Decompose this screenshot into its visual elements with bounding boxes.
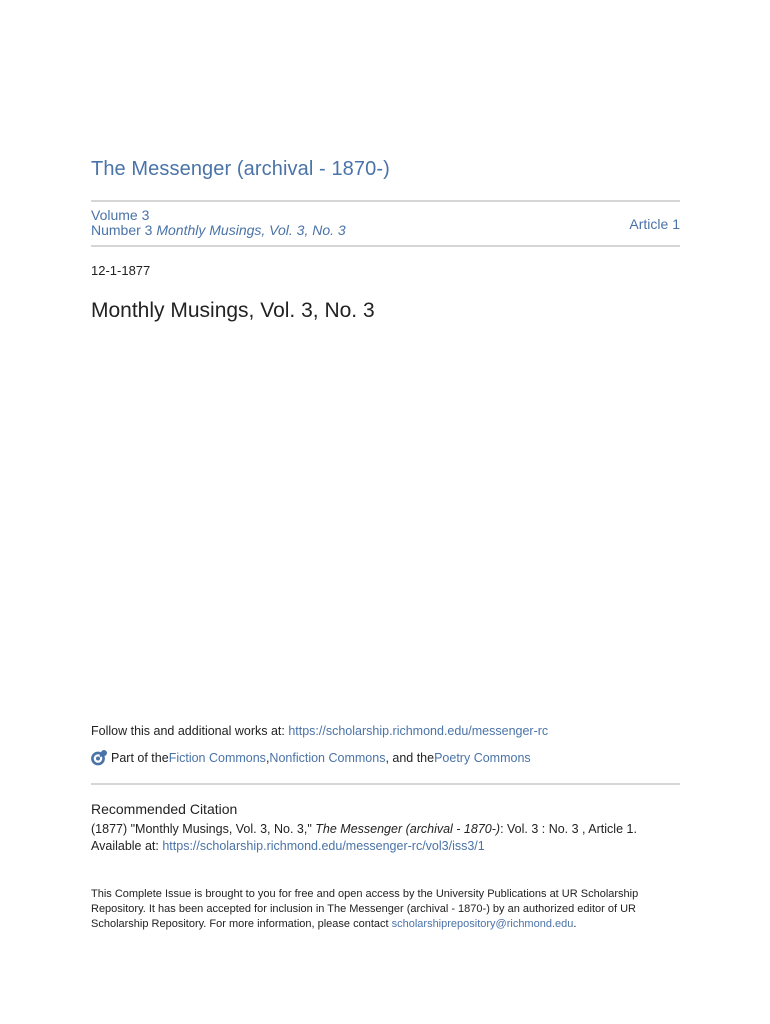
citation-heading: Recommended Citation	[91, 801, 238, 817]
citation-body	[91, 821, 680, 855]
nonfiction-commons-link[interactable]: Nonfiction Commons	[269, 750, 386, 765]
cover-page	[91, 0, 680, 1024]
number-line[interactable]	[91, 223, 346, 238]
number-label: Number 3	[91, 222, 157, 238]
commons-network-icon	[91, 749, 108, 766]
volume-block	[91, 208, 346, 238]
divider-middle	[91, 245, 680, 247]
publication-date: 12-1-1877	[91, 263, 151, 278]
article-number-link[interactable]: Article 1	[629, 216, 680, 232]
divider-bottom	[91, 783, 680, 785]
poetry-commons-link[interactable]: Poetry Commons	[434, 750, 531, 765]
available-url-link[interactable]: https://scholarship.richmond.edu/messenger-rc/vol3/iss3/1	[162, 839, 485, 853]
access-notice-end: .	[573, 918, 577, 930]
part-of-separator-1: ,	[265, 750, 270, 765]
follow-url-link[interactable]: https://scholarship.richmond.edu/messenger-rc	[288, 724, 549, 738]
issue-title-link[interactable]: Monthly Musings, Vol. 3, No. 3	[156, 222, 346, 238]
citation-text: (1877) "Monthly Musings, Vol. 3, No. 3,"	[91, 822, 316, 836]
part-of-separator-2: , and the	[385, 750, 435, 765]
volume-link[interactable]: Volume 3	[91, 207, 150, 223]
access-notice-text: This Complete Issue is brought to you for free and open access by the University Publications at UR Scholarship Repository. It has been accepted for inclusion in The Messenger (archival - 1870-) by an authorized editor of UR Scholarship Repository. For more information, please contact	[91, 888, 639, 930]
follow-label: Follow this and additional works at:	[91, 724, 289, 738]
available-label: Available at:	[91, 839, 163, 853]
journal-title-link[interactable]: The Messenger (archival - 1870-)	[91, 158, 390, 180]
fiction-commons-link[interactable]: Fiction Commons	[168, 750, 266, 765]
follow-line	[91, 724, 548, 738]
citation-journal: The Messenger (archival - 1870-)	[315, 822, 501, 836]
access-notice	[91, 887, 680, 932]
page-title: Monthly Musings, Vol. 3, No. 3	[91, 299, 375, 322]
contact-email-link[interactable]: scholarshiprepository@richmond.edu	[391, 918, 574, 930]
part-of-label: Part of the	[111, 750, 169, 765]
part-of-line	[91, 749, 531, 766]
divider-top	[91, 200, 680, 202]
citation-text-end: : Vol. 3 : No. 3 , Article 1.	[500, 822, 637, 836]
